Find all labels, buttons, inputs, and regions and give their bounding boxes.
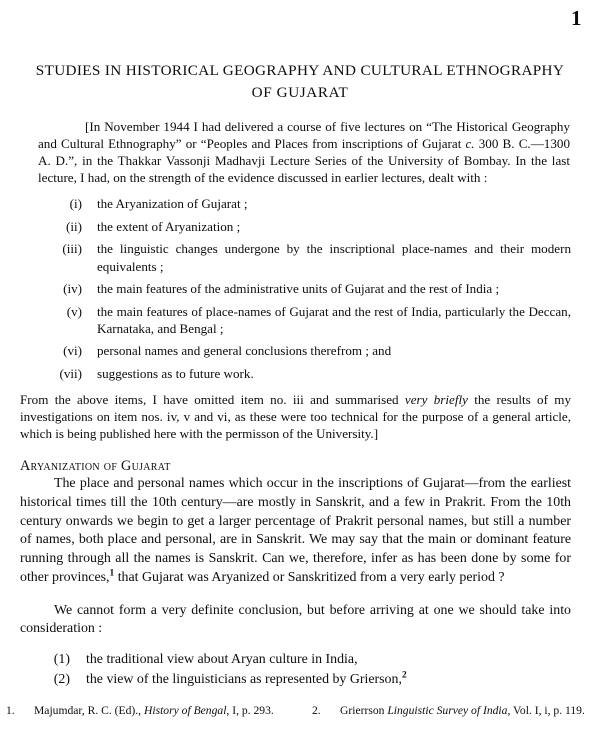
footnote-reference-2[interactable]: 2: [401, 670, 407, 681]
editorial-preface: [38, 118, 570, 186]
list-item-marker: (iii): [62, 241, 82, 257]
footnote-text-part1: Majumdar, R. C. (Ed).,: [34, 704, 144, 717]
list-item-marker: (vii): [59, 365, 82, 381]
body-paragraph-1: [20, 475, 571, 587]
list-item-marker: (2): [53, 671, 70, 687]
list-item: [20, 195, 571, 212]
summary-part1: From the above items, I have omitted item no. iii and summarised: [20, 392, 405, 408]
body-para1-part1: The place and personal names which occur in the inscriptions of Gujarat—from the earliest historical times till the 10th century—are mostly in Sanskrit, and a few in Prakrit. From the 10th century onwards we begin to get a larger percentage of Prakrit personal names, but still a number of names, both place and personal, are in Sanskrit. We may say that the main or dominant feature running through all the names is Sanskrit. Can we, therefore, infer as has been done by some for other provinces,: [20, 476, 571, 585]
list-item: [20, 240, 571, 274]
footnote-italic-title: Linguistic Survey of India: [387, 704, 508, 717]
list-item-marker: (vi): [63, 343, 82, 359]
footnote-column-left: [6, 703, 300, 718]
list-item-marker: (i): [69, 196, 82, 212]
summary-paragraph: [20, 391, 571, 442]
summary-italic-phrase: very briefly: [404, 392, 468, 408]
section-heading: Aryanization of Gujarat: [20, 458, 171, 475]
title-line-1: STUDIES IN HISTORICAL GEOGRAPHY AND CULTURAL ETHNOGRAPHY: [35, 62, 565, 79]
list-item-text: the view of the linguisticians as represented by Grierson,: [86, 671, 402, 687]
list-item-text: the main features of the administrative units of Gujarat and the rest of India ;: [97, 281, 500, 297]
text-column: [20, 118, 571, 690]
list-item-marker: (ii): [66, 218, 82, 234]
list-item: [20, 342, 571, 359]
list-item-marker: (iv): [63, 281, 82, 297]
footnote-reference-1[interactable]: 1: [109, 568, 115, 579]
footnote-entry: [6, 703, 300, 718]
footnote-text-part2: , Vol. I, i, p. 119.: [507, 704, 585, 717]
list-item-text: suggestions as to future work.: [97, 365, 254, 381]
list-item-text: the main features of place-names of Gujarat and the rest of India, particularly the Deccan, Karnataka, and Bengal ;: [97, 303, 571, 336]
body-paragraph-2: We cannot form a very definite conclusion, but before arriving at one we should take into consideration :: [20, 602, 571, 637]
footnote-column-right: [300, 703, 594, 718]
footnote-number: 2.: [312, 704, 321, 717]
list-item: [20, 218, 571, 235]
list-item: [20, 280, 571, 297]
list-item-text: the traditional view about Aryan culture in India,: [86, 651, 358, 667]
footnote-text-part2: I, p. 293.: [229, 704, 274, 717]
list-item: [20, 650, 571, 670]
footnote-number: 1.: [6, 704, 15, 717]
body-para1-part2: that Gujarat was Aryanized or Sanskritized from a very early period ?: [114, 569, 505, 585]
page-number: 1: [571, 6, 582, 30]
list-item: [20, 303, 571, 337]
summary-part2: the results of my investigations on item nos. iv, v and vi, as these were too technical for the purpose of a general article, which is being published here with the permisson of the University.]: [20, 392, 572, 442]
list-item: [20, 365, 571, 382]
preface-italic-circa: c.: [465, 136, 475, 152]
footnote-italic-title: History of Bengal,: [143, 704, 230, 717]
roman-numeral-list: [20, 195, 571, 382]
list-item-text: the Aryanization of Gujarat ;: [97, 196, 248, 212]
list-item-marker: (1): [53, 651, 70, 667]
title-line-2: OF GUJARAT: [251, 83, 349, 101]
preface-text-part1: [In November 1944 I had delivered a course of five lectures on “The Historical Geography and Cultural Ethnography” or “Peoples and Places from inscriptions of Gujarat: [38, 119, 570, 152]
page-title: [18, 60, 582, 103]
list-item: [20, 670, 571, 690]
footnote-entry: [312, 703, 594, 718]
list-item-text: the linguistic changes undergone by the inscriptional place-names and their modern equivalents ;: [97, 241, 571, 274]
footnote-area: [6, 703, 594, 718]
arabic-numbered-list: [20, 650, 571, 690]
list-item-text: personal names and general conclusions therefrom ; and: [97, 343, 392, 359]
list-item-text: the extent of Aryanization ;: [97, 218, 241, 234]
footnote-text-part1: Grierrson: [340, 704, 388, 717]
list-item-marker: (v): [66, 303, 82, 319]
preface-text-part2: 300 B. C.—1300 A. D.”, in the Thakkar Vassonji Madhavji Lecture Series of the University of Bombay. In the last lecture, I had, on the strength of the evidence discussed in earlier lectures, dealt with :: [38, 136, 570, 186]
